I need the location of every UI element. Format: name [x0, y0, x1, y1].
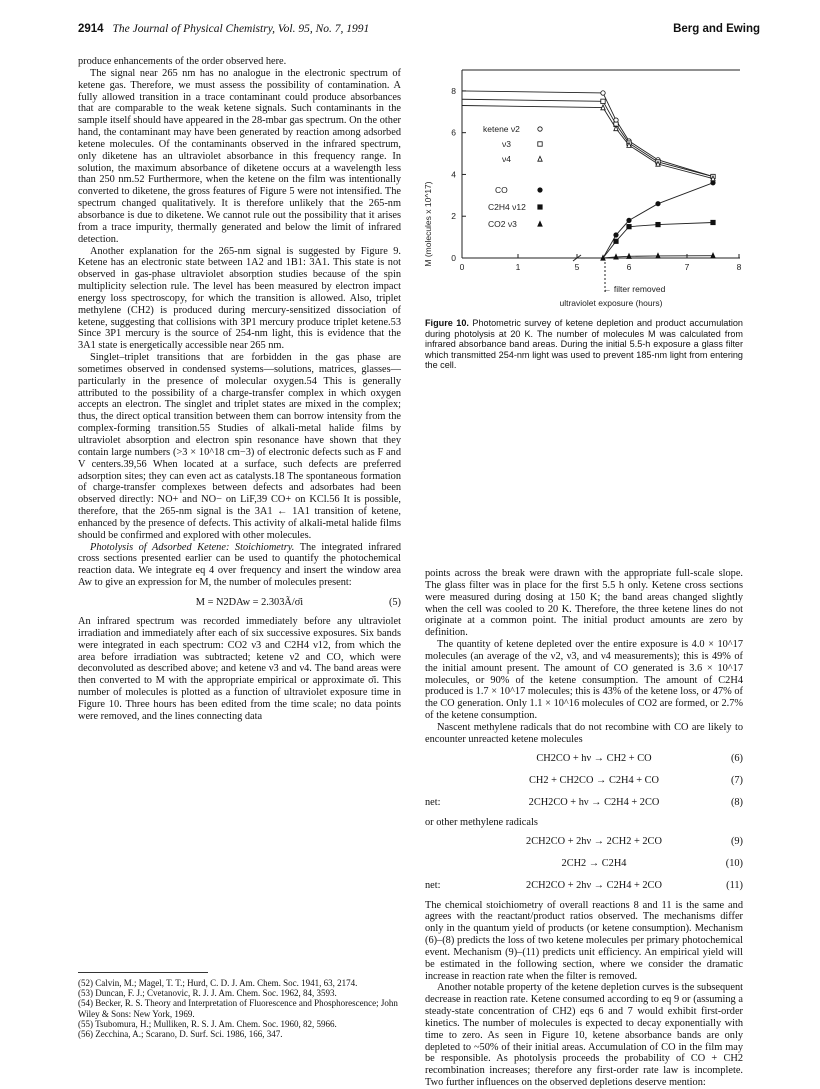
right-column: [425, 568, 743, 1089]
x-tick-label: 1: [515, 262, 521, 272]
data-point: [656, 201, 660, 205]
page-number: 2914: [78, 23, 104, 35]
legend-label: C2H4 ν12: [488, 202, 526, 212]
y-tick-label: 2: [451, 211, 456, 222]
data-point: [538, 205, 542, 209]
series-line: [462, 106, 713, 179]
legend-label: CO: [495, 185, 508, 195]
data-point: [711, 220, 715, 224]
equation-11: net: 2CH2CO + 2hν → C2H4 + 2CO (11): [425, 880, 743, 892]
equation-7: CH2 + CH2CO → C2H4 + CO (7): [528, 775, 743, 787]
data-point: [656, 222, 660, 226]
filter-annotation: ← filter removed: [603, 284, 666, 294]
paragraph: Singlet–triplet transitions that are forbidden in the gas phase are sometimes observed in condensed systems—solutions, matrices, glasses—particularly in the presence of molecular oxygen.54 This is generally attributed to the possibility of a charge-transfer complex in which oxygen accepts an electron. The singlet and triplet states are mixed in the complex; thus, the direct optical transition between them can borrow intensity from the complex-forming transition.55 Studies of alkali-metal halide films by ultraviolet absorption and electron spin resonance have shown that they contain large numbers (>3 × 10^18 cm−3) of electronic defects such as F and V centers.39,56 When located at a surface, such defects are preferred adsorption sites; they can even act as catalysts.18 The spontaneous formation of charge-transfer complexes between defects and adsorbates had been observed directly: NO+ and NO− on LiF,39 CO+ on KCl.56 It is possible, therefore, that the 265-nm signal is the 3A1 ← 1A1 transition of ketene, enhanced by the presence of defects. This activity of alkali-metal halide films should be confirmed and explored with other molecules.: [78, 352, 401, 541]
paragraph: points across the break were drawn with the appropriate full-scale slope. The glass filter was in place for the first 5.5 h only. Ketene cross sections were measured during dosing at 150 K; the band areas changed slightly when the cell was cooled to 20 K. Therefore, the three ketene lines do not originate at a common point. The initial product amounts are zero by definition.: [425, 568, 743, 639]
section-heading: Photolysis of Adsorbed Ketene: Stoichiometry.: [90, 541, 295, 553]
series-line: [603, 183, 713, 258]
data-point: [601, 91, 605, 95]
equation-9: 2CH2CO + 2hν → 2CH2 + 2CO (9): [526, 836, 743, 848]
data-point: [538, 188, 542, 192]
paragraph: Another notable property of the ketene depletion curves is the subsequent decrease in reaction rate. Ketene consumed according to eq 9 or (assuming a steady-state concentration of CH2) eqs 6 and 7 would exhibit first-order kinetics. The number of molecules is expected to decay exponentially with time to zero. As seen in Figure 10, ketene absorbance bands are only depleted to ~50% of their initial areas. Accumulation of CO in the film may be responsible. As photolysis proceeds the probability of CO + CH2 recombination increases; therefore any first-order rate law is incomplete. Two further influences on the observed depletions deserve mention:: [425, 982, 743, 1089]
figure-10: [425, 62, 750, 310]
legend-label: CO2 ν3: [488, 219, 517, 229]
x-tick-label: 8: [736, 262, 742, 272]
legend-label: ν4: [502, 154, 511, 164]
data-point: [538, 127, 542, 131]
equation-6: CH2CO + hν → CH2 + CO (6): [536, 753, 743, 765]
figure-label: Figure 10.: [425, 318, 469, 328]
journal-title: The Journal of Physical Chemistry, Vol. 95, No. 7, 1991: [112, 23, 370, 35]
equation-number: (5): [388, 596, 401, 608]
equation-body: M = N2DAw = 2.303Ã/σ̄i: [195, 596, 304, 608]
data-point: [601, 99, 605, 103]
data-point: [627, 224, 631, 228]
chart: [425, 62, 750, 310]
x-tick-label: 0: [459, 262, 465, 272]
y-tick-label: 4: [451, 169, 456, 180]
paragraph: The signal near 265 nm has no analogue in the electronic spectrum of ketene gas. Therefore, we must assess the possibility of contamination. A fully allowed transition in a trace contaminant could produce absorbances that are comparable to the weak ketene signals. Such contaminants in the sample itself should have appeared in the 28-mbar gas spectrum. On the other hand, the contaminant may have been generated by reaction among adsorbed ketene molecules. Of the contaminants observed in the infrared spectrum, only diketene has an ultraviolet absorbance in this frequency range. In solution, the maximum absorbance of diketene occurs at a wavelength less than 250 nm.52 Furthermore, when the ketene on the film was intentionally converted to diketene, the gross features of Figure 5 were not intensified. The spectrum changed qualitatively. It is therefore unlikely that the 265-nm absorbance is due to diketene. We cannot rule out the possibility that it arises from a trace impurity, thermally generated and below the limit of infrared detection.: [78, 67, 401, 245]
x-tick-label: 6: [626, 262, 632, 272]
left-column: [78, 56, 401, 723]
references: [78, 972, 401, 1039]
y-tick-label: 6: [451, 127, 456, 138]
reference: (52) Calvin, M.; Magel, T. T.; Hurd, C. D. J. Am. Chem. Soc. 1941, 63, 2174.: [78, 978, 358, 988]
footnote-rule: [78, 972, 208, 973]
data-point: [538, 156, 542, 161]
paragraph: produce enhancements of the order observed here.: [78, 56, 287, 67]
figure-caption: Figure 10. Photometric survey of ketene depletion and product accumulation during photolysis at 20 K. The number of molecules M was calculated from infrared absorbance band areas. During the initial 5.5-h exposure a glass filter which transmitted 254-nm light was used to prevent 185-nm light from entering the cell.: [425, 318, 743, 370]
x-axis-label: ultraviolet exposure (hours): [559, 298, 663, 308]
reference: (53) Duncan, F. J.; Cvetanovic, R. J. J. Am. Chem. Soc. 1962, 84, 3593.: [78, 988, 337, 999]
equation-8: net: 2CH2CO + hν → C2H4 + 2CO (8): [425, 797, 743, 809]
paragraph: Another explanation for the 265-nm signal is suggested by Figure 9. Ketene has an electronic state between 1A2 and 1B1: 3A1. This state is not observed in gas-phase ultraviolet absorption studies because of the spin multiplicity selection rule. The level has been measured by electron impact energy loss spectroscopy, for which the transition is allowed. Also, triplet methylene (CH2) is produced during mercury-sensitized dissociation of ketene, suggesting that collisions with 3P1 mercury produce triplet ketene.53 Since 3P1 mercury is the source of 254-nm light, this is evidence that the 3A1 state is energetically accessible near 265 nm.: [78, 245, 401, 352]
data-point: [538, 221, 542, 226]
legend-label: ketene ν2: [483, 124, 520, 134]
paragraph: or other methylene radicals: [425, 816, 538, 828]
data-point: [627, 218, 631, 222]
section-paragraph: Photolysis of Adsorbed Ketene: Stoichiometry. The integrated infrared cross sections presented earlier can be used to quantify the photochemical reaction data. We integrate eq 4 over frequency and insert the window area Aw to give an expression for M, the number of molecules present:: [78, 541, 401, 589]
data-point: [614, 233, 618, 237]
paragraph: The quantity of ketene depleted over the entire exposure is 4.0 × 10^17 molecules (an average of the ν2, ν3, and ν4 measurements); this is 49% of the initial amount present. The amount of CO generated is 3.6 × 10^17 molecules, or 90% of the ketene consumption. The amount of C2H4 produced is 1.7 × 10^17 molecules; this is 43% of the ketene loss, or 47% of the CO generation. Only 1.1 × 10^16 molecules of CO2 are formed, or 2.7% of the ketene consumption.: [425, 639, 743, 722]
reference: (55) Tsubomura, H.; Mulliken, R. S. J. Am. Chem. Soc. 1960, 82, 5966.: [78, 1018, 337, 1029]
paragraph: An infrared spectrum was recorded immediately before any ultraviolet irradiation and immediately after each of six successive exposures. Six bands were integrated in each spectrum: CO2 ν3 and C2H4 ν12, from which the area before irradiation was subtracted; ketene ν2 and CO, which were deconvoluted as described above; and ketene ν3 and ν4. The band areas were then converted to M with the appropriate empirical or approximate σ̄i. This number of molecules is plotted as a function of ultraviolet exposure time in Figure 10. Three hours has been edited from the time scale; no data points were removed, and the lines connecting data: [78, 615, 401, 722]
data-point: [538, 142, 542, 146]
y-tick-label: 0: [451, 253, 456, 263]
paragraph: Nascent methylene radicals that do not recombine with CO are likely to encounter unreacted ketene molecules: [425, 721, 743, 745]
data-point: [711, 181, 715, 185]
legend-label: ν3: [502, 139, 511, 149]
x-tick-label: 7: [684, 262, 690, 272]
x-tick-label: 5: [574, 262, 580, 272]
reference: (56) Zecchina, A.; Scarano, D. Surf. Sci. 1986, 166, 347.: [78, 1029, 283, 1040]
y-axis-label: M (molecules x 10^17): [423, 181, 433, 267]
equation-10: 2CH2 → C2H4 (10): [561, 858, 743, 870]
running-authors: Berg and Ewing: [673, 23, 760, 35]
paragraph: The chemical stoichiometry of overall reactions 8 and 11 is the same and agrees with the reactant/product ratios observed. The mechanisms differ only in the quantum yield of products (or ketene consumption). Mechanism (6)–(8) predicts the loss of two ketene molecules per primary photochemical event. Mechanism (9)–(11) predicts unit efficiency. An empirical yield will be estimated in the following section, where we consider the dramatic increase in reaction rate when the filter is removed.: [425, 899, 743, 982]
equation-5: [78, 594, 401, 611]
reference: (54) Becker, R. S. Theory and Interpretation of Fluorescence and Phosphorescence; John Wiley & Sons: New York, 1969.: [78, 998, 398, 1019]
y-tick-label: 8: [451, 85, 456, 96]
data-point: [614, 239, 618, 243]
running-header: [78, 23, 760, 41]
